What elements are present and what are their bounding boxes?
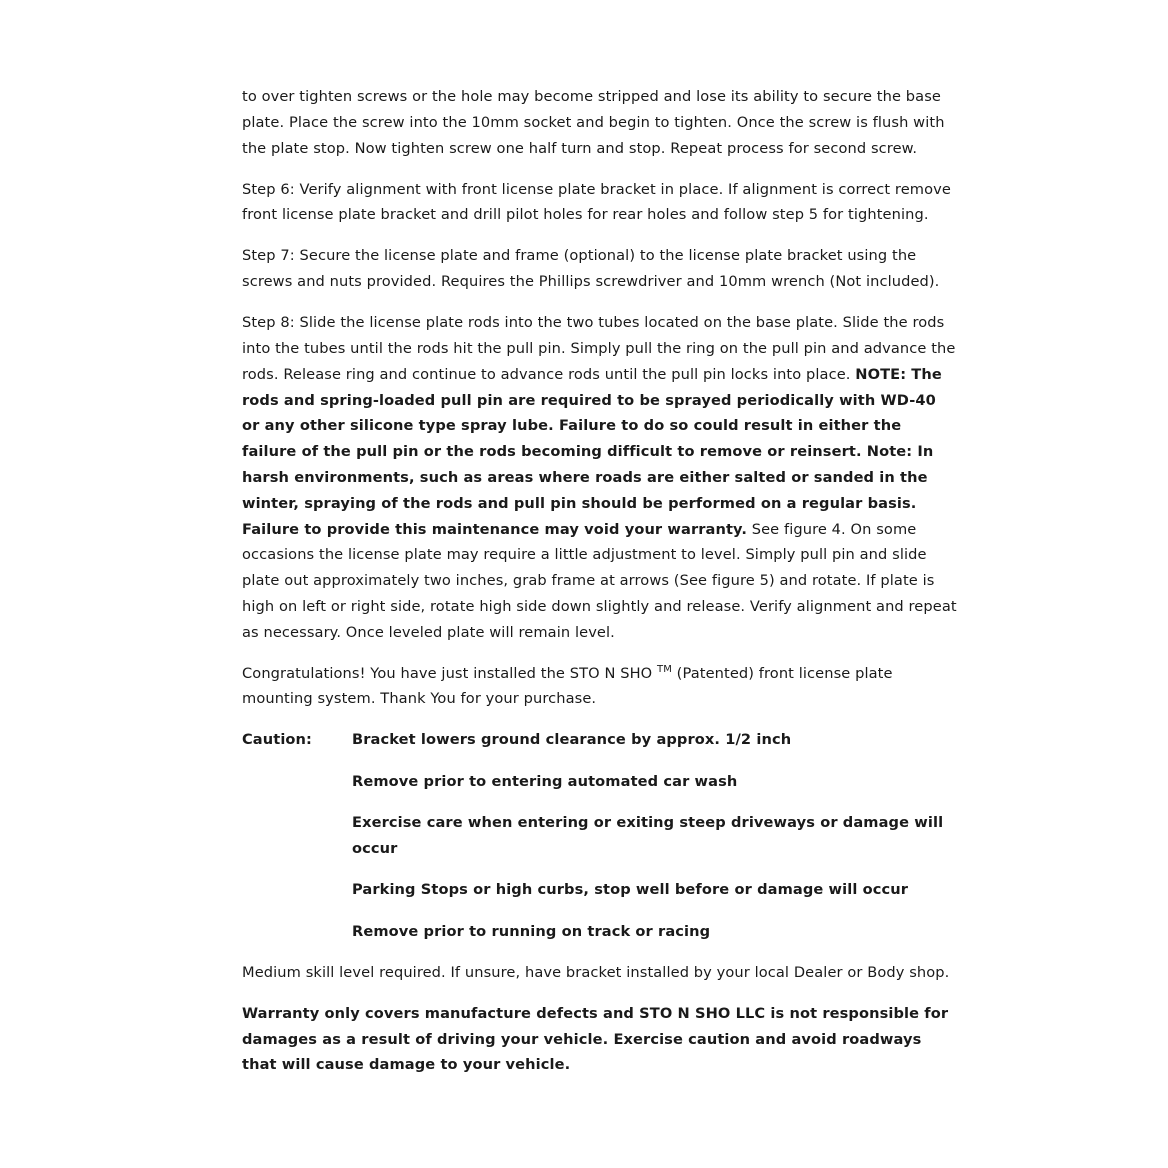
caution-label-spacer (242, 877, 352, 903)
caution-label-spacer (242, 769, 352, 795)
caution-item-text: Parking Stops or high curbs, stop well before or damage will occur (352, 881, 909, 899)
caution-item-text: Exercise care when entering or exiting steep driveways or damage will occur (352, 814, 944, 858)
caution-item-text: Remove prior to running on track or racing (352, 922, 711, 940)
step-8-adjustment: See figure 4. On some occasions the license plate may require a little adjustment to level. Simply pull pin and slide plate out approximately two inches, grab frame at arrows (See figure 5) and rotate. If plate is high on left or right side, rotate high side down slightly and release. Verify alignment and repeat as necessary. Once leveled plate will remain level. (242, 520, 957, 641)
paragraph-warranty: Warranty only covers manufacture defects and STO N SHO LLC is not responsible for damages as a result of driving your vehicle. Exercise caution and avoid roadways that will cause damage to your vehicle. (242, 1004, 949, 1074)
paragraph-step-7: Step 7: Secure the license plate and frame (optional) to the license plate bracket using the screws and nuts provided. Requires the Phillips screwdriver and 10mm wrench (Not included). (242, 247, 940, 291)
caution-item (242, 877, 958, 903)
caution-item (242, 919, 958, 945)
caution-item (242, 810, 958, 862)
caution-item (242, 769, 958, 795)
paragraph-step-6: Step 6: Verify alignment with front license plate bracket in place. If alignment is correct remove front license plate bracket and drill pilot holes for rear holes and follow step 5 for tightening. (242, 180, 951, 224)
document-page (242, 84, 958, 1093)
trademark-symbol: TM (656, 663, 672, 675)
caution-label-spacer (242, 810, 352, 862)
paragraph-congratulations (242, 661, 958, 713)
congrats-text-end: (Patented) front license plate mounting system. Thank You for your purchase. (242, 664, 893, 708)
caution-list (242, 727, 958, 944)
paragraph-step-8 (242, 310, 958, 645)
congrats-text-start: Congratulations! You have just installed the STO N SHO (242, 664, 657, 682)
caution-item-text: Bracket lowers ground clearance by approx. 1/2 inch (352, 731, 792, 749)
caution-item-text: Remove prior to entering automated car wash (352, 772, 738, 790)
caution-label-spacer (242, 919, 352, 945)
step-8-intro: Step 8: Slide the license plate rods into the two tubes located on the base plate. Slide the rods into the tubes until the rods hit the pull pin. Simply pull the ring on the pull pin and advance the rods. Release ring and continue to advance rods until the pull pin locks into place. (242, 314, 956, 383)
paragraph-screw-tightening: to over tighten screws or the hole may become stripped and lose its ability to secure the base plate. Place the screw into the 10mm socket and begin to tighten. Once the screw is flush with the plate stop. Now tighten screw one half turn and stop. Repeat process for second screw. (242, 88, 945, 157)
caution-item (242, 727, 958, 753)
caution-label: Caution: (242, 731, 312, 749)
paragraph-skill-level: Medium skill level required. If unsure, have bracket installed by your local Dealer or Body shop. (242, 963, 950, 981)
step-8-maintenance-note: NOTE: The rods and spring-loaded pull pin are required to be sprayed periodically with WD-40 or any other silicone type spray lube. Failure to do so could result in either the failure of the pull pin or the rods becoming difficult to remove or reinsert. Note: In harsh environments, such as areas where roads are either salted or sanded in the winter, spraying of the rods and pull pin should be performed on a regular basis. Failure to provide this maintenance may void your warranty. (242, 365, 942, 538)
